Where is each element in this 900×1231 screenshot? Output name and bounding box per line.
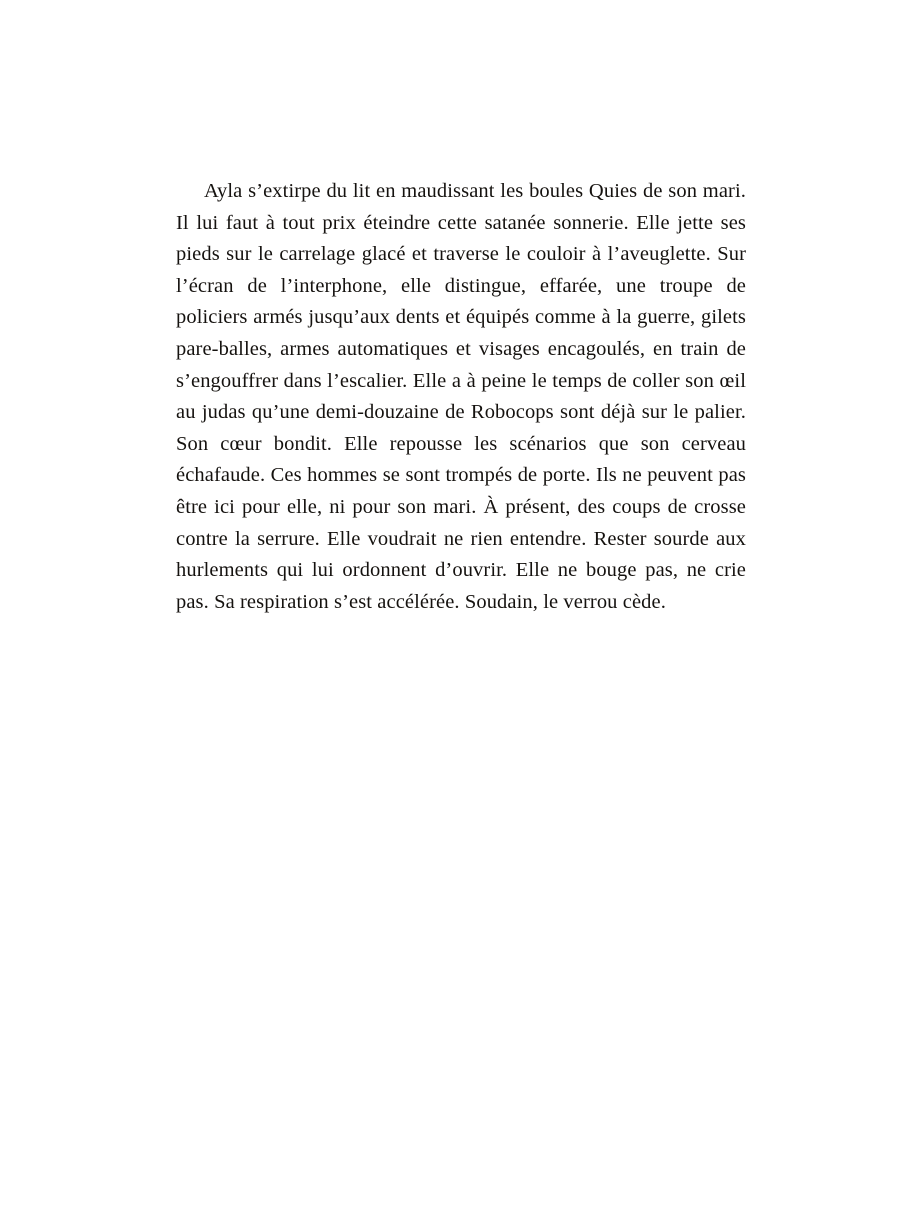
body-paragraph: Ayla s’extirpe du lit en maudissant les boules Quies de son mari. Il lui faut à tout prix éteindre cette satanée sonnerie. Elle jette ses pieds sur le carrelage glacé et traverse le couloir à l’aveuglette. Sur l’écran de l’interphone, elle distingue, effarée, une troupe de policiers armés jusqu’aux dents et équipés comme à la guerre, gilets pare-balles, armes automatiques et visages encagoulés, en train de s’engouffrer dans l’escalier. Elle a à peine le temps de coller son œil au judas qu’une demi-douzaine de Robocops sont déjà sur le palier. Son cœur bondit. Elle repousse les scénarios que son cerveau échafaude. Ces hommes se sont trompés de porte. Ils ne peuvent pas être ici pour elle, ni pour son mari. À présent, des coups de crosse contre la serrure. Elle voudrait ne rien entendre. Rester sourde aux hurlements qui lui ordonnent d’ouvrir. Elle ne bouge pas, ne crie pas. Sa respiration s’est accélérée. Soudain, le verrou cède. bbox=[176, 180, 746, 613]
page-text-block bbox=[176, 176, 746, 618]
